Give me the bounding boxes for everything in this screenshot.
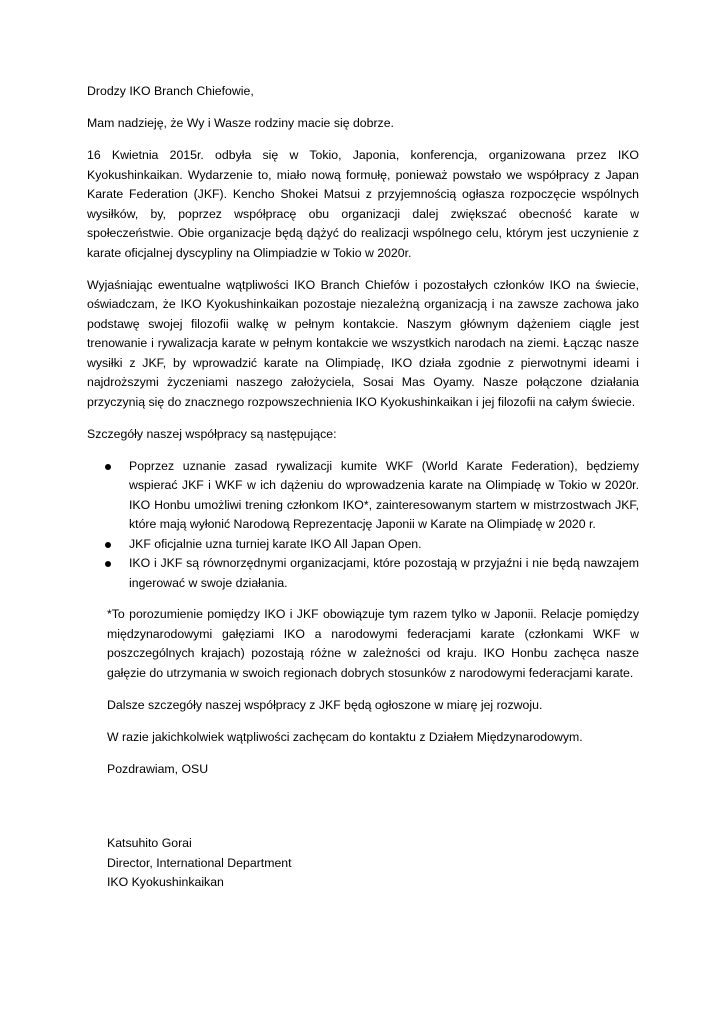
cooperation-details-list	[87, 457, 639, 594]
list-item	[105, 554, 639, 593]
paragraph-independence: Wyjaśniając ewentualne wątpliwości IKO Branch Chiefów i pozostałych członków IKO na świecie, oświadczam, że IKO Kyokushinkaikan pozostaje niezależną organizacją i na zawsze zachowa jako podstawę swojej filozofii walkę w pełnym kontakcie. Naszym głównym dążeniem ciągle jest trenowanie i rywalizacja karate w pełnym kontakcie we wszystkich narodach na ziemi. Łącząc nasze wysiłki z JKF, by wprowadzić karate na Olimpiadę, IKO działa zgodnie z pierwotnymi ideami i najdroższymi życzeniami naszego założyciela, Sosai Mas Oyamy. Nasze połączone działania przyczynią się do znacznego rozpowszechnienia IKO Kyokushinkaikan i jej filozofii na całym świecie.	[87, 277, 639, 409]
contact-line: W razie jakichkolwiek wątpliwości zachęcam do kontaktu z Działem Międzynarodowym.	[107, 729, 583, 744]
bullet-icon	[105, 464, 111, 470]
details-intro: Szczegóły naszej współpracy są następujące:	[87, 426, 337, 441]
further-details: Dalsze szczegóły naszej współpracy z JKF będą ogłoszone w miarę jej rozwoju.	[107, 697, 543, 712]
closing: Pozdrawiam, OSU	[107, 761, 209, 776]
list-item-text: Poprzez uznanie zasad rywalizacji kumite WKF (World Karate Federation), będziemy wspierać JKF i WKF w ich dążeniu do wprowadzenia karate na Olimpiadę w Tokio w 2020r. IKO Honbu umożliwi trening członkom IKO*, zainteresowanym startem w mistrzostwach JKF, które mają wyłonić Narodową Reprezentację Japonii w Karate na Olimpiadę w 2020 r.	[129, 458, 639, 531]
greeting: Drodzy IKO Branch Chiefowie,	[87, 84, 254, 98]
list-item-text: IKO i JKF są równorzędnymi organizacjami, które pozostają w przyjaźni i nie będą nawzajem ingerować w swoje działania.	[129, 556, 639, 590]
list-item	[105, 457, 639, 535]
signer-name: Katsuhito Gorai	[107, 836, 192, 850]
signer-title: Director, International Department	[107, 855, 292, 870]
footnote: *To porozumienie pomiędzy IKO i JKF obowiązuje tym razem tylko w Japonii. Relacje pomiędzy międzynarodowymi gałęziami IKO a narodowymi federacjami karate (członkami WKF w poszczególnych krajach) pozostają różne w zależności od kraju. IKO Honbu zachęca nasze gałęzie do utrzymania w swoich regionach dobrych stosunków z narodowymi federacjami karate.	[107, 607, 639, 680]
list-item-text: JKF oficjalnie uzna turniej karate IKO All Japan Open.	[129, 536, 422, 551]
bullet-icon	[105, 561, 111, 567]
signer-organization: IKO Kyokushinkaikan	[107, 875, 224, 889]
list-item	[105, 535, 639, 555]
wishes-line: Mam nadzieję, że Wy i Wasze rodziny macie się dobrze.	[87, 116, 394, 130]
paragraph-conference: 16 Kwietnia 2015r. odbyła się w Tokio, Japonia, konferencja, organizowana przez IKO Kyokushinkaikan. Wydarzenie to, miało nową formułę, ponieważ powstało we współpracy z Japan Karate Federation (JKF). Kencho Shokei Matsui z przyjemnością ogłasza rozpoczęcie wspólnych wysiłków, by, poprzez współpracę obu organizacji dalej zwiększać obecność karate w społeczeństwie. Obie organizacje będą dążyć do realizacji wspólnego celu, którym jest uczynienie z karate oficjalnej dyscypliny na Olimpiadzie w Tokio w 2020r.	[87, 148, 639, 260]
signature-block	[107, 834, 292, 893]
bullet-icon	[105, 542, 111, 548]
letter-body	[87, 82, 639, 792]
